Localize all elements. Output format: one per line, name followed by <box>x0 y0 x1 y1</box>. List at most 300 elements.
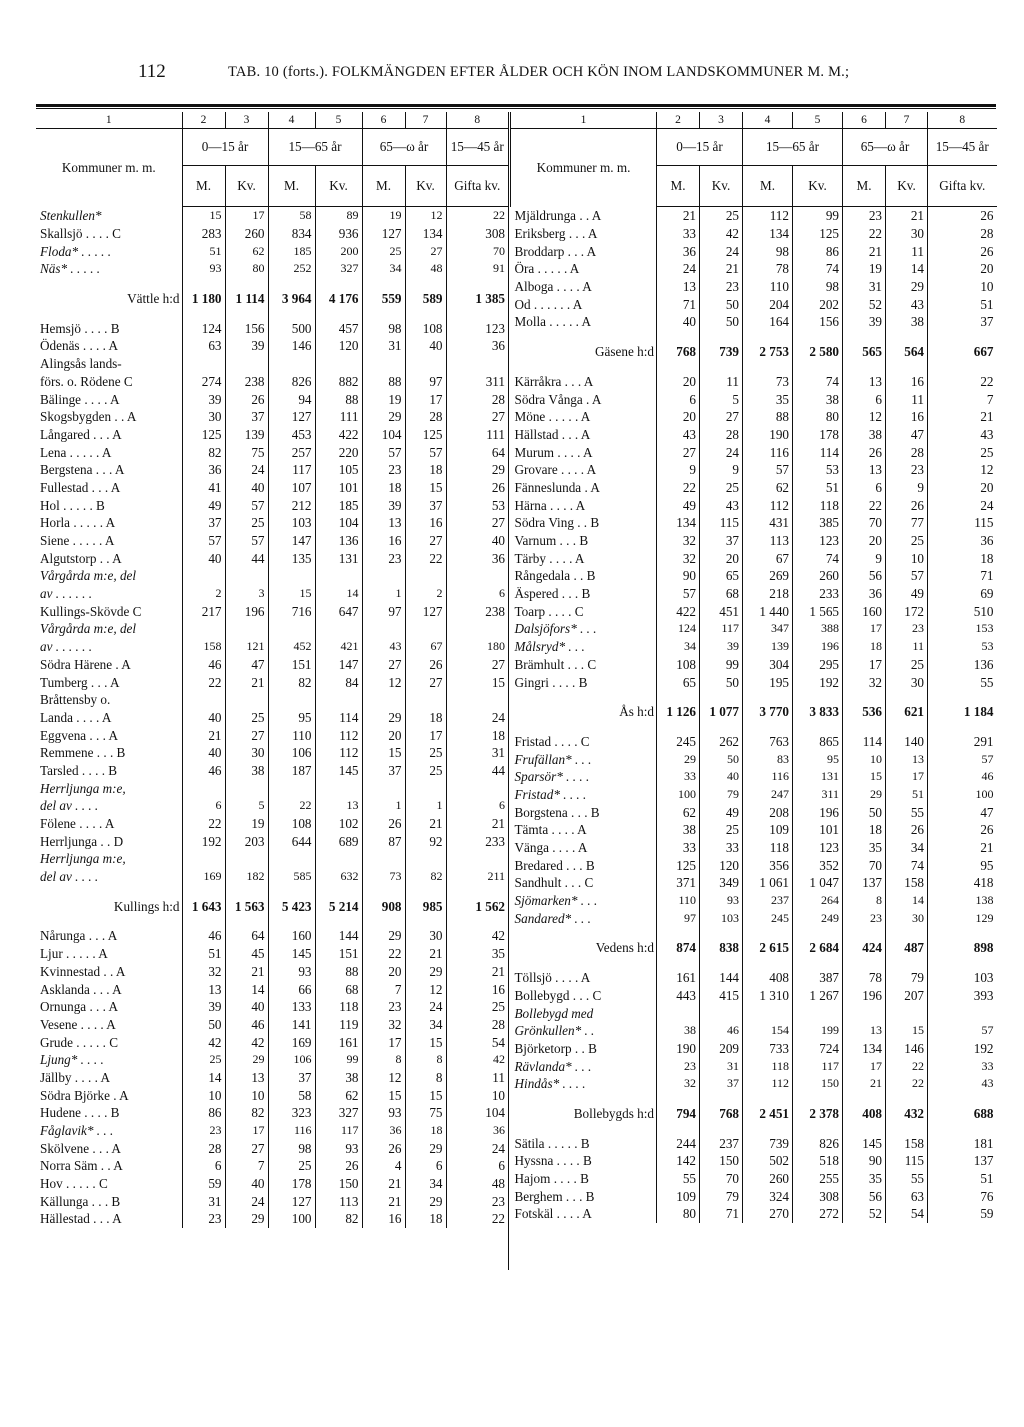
value-cell: 74 <box>886 856 928 874</box>
value-cell: 106 <box>268 1051 315 1069</box>
value-cell: 70 <box>700 1170 743 1188</box>
sex-header: Kv. <box>793 166 843 207</box>
value-cell: 347 <box>743 620 793 638</box>
value-cell: 27 <box>700 408 743 426</box>
value-cell: 103 <box>928 969 997 987</box>
table-row <box>36 319 508 337</box>
value-cell: 487 <box>886 939 928 957</box>
value-cell: 51 <box>182 242 225 260</box>
value-cell: 26 <box>886 496 928 514</box>
value-cell: 37 <box>700 532 743 550</box>
kommun-name: Mjäldrunga . . A <box>514 208 602 224</box>
value-cell: 44 <box>446 762 508 780</box>
value-cell: 75 <box>405 1104 446 1122</box>
table-row <box>36 762 508 780</box>
value-cell: 238 <box>446 602 508 620</box>
table-row <box>36 744 508 762</box>
value-cell: 12 <box>405 207 446 225</box>
value-cell: 21 <box>446 963 508 981</box>
value-cell: 127 <box>268 408 315 426</box>
value-cell: 25 <box>886 656 928 674</box>
value-cell: 211 <box>446 868 508 886</box>
value-cell: 10 <box>843 750 886 768</box>
value-cell: 27 <box>405 532 446 550</box>
value-cell: 110 <box>743 278 793 296</box>
value-cell: 103 <box>268 514 315 532</box>
table-row <box>511 426 997 444</box>
value-cell: 131 <box>793 768 843 786</box>
value-cell: 51 <box>182 945 225 963</box>
value-cell: 6 <box>843 390 886 408</box>
value-cell: 18 <box>405 1122 446 1140</box>
kommun-name: Fristad* . . . . <box>514 786 587 802</box>
value-cell: 26 <box>362 1139 405 1157</box>
table-row <box>36 638 508 656</box>
col-num: 5 <box>793 112 843 129</box>
table-row <box>511 892 997 910</box>
spacer-row <box>511 361 997 373</box>
value-cell: 21 <box>225 963 268 981</box>
value-cell: 26 <box>446 479 508 497</box>
value-cell: 150 <box>793 1075 843 1093</box>
value-cell: 16 <box>886 408 928 426</box>
kommun-name: Varnum . . . B <box>514 533 589 549</box>
value-cell: 38 <box>657 821 700 839</box>
value-cell: 57 <box>657 585 700 603</box>
value-cell: 192 <box>182 832 225 850</box>
value-cell: 115 <box>886 1152 928 1170</box>
value-cell: 24 <box>225 1192 268 1210</box>
table-row <box>36 998 508 1016</box>
value-cell: 295 <box>793 656 843 674</box>
kommun-name: Hol . . . . . B <box>40 497 105 513</box>
table-row <box>511 390 997 408</box>
value-cell: 95 <box>268 709 315 727</box>
value-cell: 23 <box>843 207 886 225</box>
value-cell: 1 077 <box>700 703 743 721</box>
value-cell: 18 <box>362 479 405 497</box>
kommun-name: Öra . . . . . A <box>514 261 580 277</box>
value-cell: 52 <box>843 295 886 313</box>
value-cell: 64 <box>225 927 268 945</box>
value-cell: 204 <box>743 295 793 313</box>
value-cell: 57 <box>743 461 793 479</box>
table-row <box>511 839 997 857</box>
value-cell: 43 <box>928 426 997 444</box>
value-cell: 2 615 <box>743 939 793 957</box>
value-cell <box>182 779 225 797</box>
value-cell: 7 <box>928 390 997 408</box>
table-row <box>36 443 508 461</box>
value-cell: 117 <box>700 620 743 638</box>
value-cell <box>268 850 315 868</box>
value-cell: 269 <box>743 567 793 585</box>
value-cell <box>315 779 362 797</box>
kommun-name: Borgstena . . . B <box>514 804 600 820</box>
value-cell: 18 <box>405 1210 446 1228</box>
value-cell: 100 <box>657 786 700 804</box>
value-cell: 23 <box>843 909 886 927</box>
value-cell: 146 <box>886 1040 928 1058</box>
value-cell: 50 <box>700 673 743 691</box>
table-row <box>36 1016 508 1034</box>
value-cell: 20 <box>362 963 405 981</box>
value-cell: 22 <box>886 1057 928 1075</box>
value-cell: 53 <box>793 461 843 479</box>
right-table <box>510 112 997 1223</box>
value-cell: 19 <box>843 260 886 278</box>
value-cell: 33 <box>657 768 700 786</box>
table-row <box>36 1069 508 1087</box>
value-cell: 74 <box>793 549 843 567</box>
value-cell: 2 451 <box>743 1105 793 1123</box>
value-cell: 93 <box>182 260 225 278</box>
value-cell: 26 <box>315 1157 362 1175</box>
value-cell: 20 <box>843 532 886 550</box>
age-group-header: 65—ω år <box>843 129 928 166</box>
value-cell: 43 <box>886 295 928 313</box>
value-cell: 2 753 <box>743 343 793 361</box>
value-cell: 71 <box>657 295 700 313</box>
kommun-name: Berghem . . . B <box>514 1188 595 1204</box>
value-cell: 18 <box>928 549 997 567</box>
value-cell: 127 <box>268 1192 315 1210</box>
value-cell: 89 <box>315 207 362 225</box>
page-header <box>0 55 1024 95</box>
value-cell <box>405 355 446 373</box>
kommun-name: Fölene . . . . A <box>40 816 115 832</box>
value-cell: 57 <box>928 1022 997 1040</box>
value-cell: 3 <box>225 585 268 603</box>
table-row <box>36 1033 508 1051</box>
value-cell: 13 <box>886 750 928 768</box>
kommun-name: Vedens h:d <box>595 940 654 956</box>
value-cell: 93 <box>700 892 743 910</box>
kommun-name: Eriksberg . . . A <box>514 226 598 242</box>
value-cell: 5 214 <box>315 897 362 915</box>
value-cell: 11 <box>446 1069 508 1087</box>
table-row <box>511 1040 997 1058</box>
value-cell: 1 563 <box>225 897 268 915</box>
value-cell: 29 <box>843 786 886 804</box>
value-cell: 144 <box>700 969 743 987</box>
value-cell: 123 <box>793 839 843 857</box>
value-cell: 110 <box>657 892 700 910</box>
value-cell: 133 <box>268 998 315 1016</box>
value-cell: 26 <box>362 815 405 833</box>
value-cell: 37 <box>268 1069 315 1087</box>
value-cell: 220 <box>315 443 362 461</box>
value-cell: 5 <box>225 797 268 815</box>
table-row <box>36 1192 508 1210</box>
kommun-name: Broddarp . . . A <box>514 243 597 259</box>
value-cell: 124 <box>657 620 700 638</box>
value-cell: 76 <box>928 1187 997 1205</box>
kommun-name: Toarp . . . . C <box>514 603 584 619</box>
value-cell <box>362 779 405 797</box>
kommuner-header: Kommuner m. m. <box>511 129 657 207</box>
value-cell: 59 <box>928 1205 997 1223</box>
value-cell: 52 <box>843 1205 886 1223</box>
total-row <box>36 290 508 308</box>
value-cell: 32 <box>362 1016 405 1034</box>
value-cell: 99 <box>315 1051 362 1069</box>
value-cell: 237 <box>743 892 793 910</box>
value-cell: 93 <box>268 963 315 981</box>
value-cell: 108 <box>405 319 446 337</box>
table-row <box>511 656 997 674</box>
kommun-name: Fullestad . . . A <box>40 479 121 495</box>
value-cell: 262 <box>700 733 743 751</box>
value-cell <box>743 1004 793 1022</box>
value-cell: 10 <box>928 278 997 296</box>
table-row <box>511 295 997 313</box>
value-cell: 6 <box>405 1157 446 1175</box>
table-row <box>511 514 997 532</box>
spacer-row <box>511 1122 997 1134</box>
table-row <box>511 479 997 497</box>
value-cell: 304 <box>743 656 793 674</box>
table-row <box>511 585 997 603</box>
value-cell: 47 <box>225 656 268 674</box>
value-cell: 22 <box>843 496 886 514</box>
table-row <box>511 602 997 620</box>
value-cell: 58 <box>268 1086 315 1104</box>
value-cell: 1 440 <box>743 602 793 620</box>
value-cell: 36 <box>657 242 700 260</box>
kommun-name: Fåglavik* . . . <box>40 1123 114 1139</box>
value-cell: 40 <box>182 744 225 762</box>
kommun-name: Alboga . . . . A <box>514 279 592 295</box>
value-cell: 51 <box>793 479 843 497</box>
value-cell: 29 <box>446 461 508 479</box>
value-cell: 29 <box>405 963 446 981</box>
value-cell: 233 <box>793 585 843 603</box>
value-cell: 23 <box>657 1057 700 1075</box>
value-cell: 15 <box>405 479 446 497</box>
value-cell: 190 <box>657 1040 700 1058</box>
value-cell: 86 <box>182 1104 225 1122</box>
table-row <box>511 278 997 296</box>
table-row <box>36 850 508 868</box>
total-row <box>511 1105 997 1123</box>
total-row <box>36 897 508 915</box>
value-cell: 1 <box>362 585 405 603</box>
value-cell <box>446 567 508 585</box>
kommun-name: Kullings h:d <box>113 898 180 914</box>
kommun-name: Algutstorp . . A <box>40 550 122 566</box>
value-cell: 118 <box>743 1057 793 1075</box>
value-cell: 1 <box>362 797 405 815</box>
value-cell: 16 <box>405 514 446 532</box>
value-cell: 141 <box>268 1016 315 1034</box>
value-cell: 632 <box>315 868 362 886</box>
kommun-name: Bollebygds h:d <box>573 1105 654 1121</box>
table-row <box>36 1086 508 1104</box>
table-row <box>511 461 997 479</box>
value-cell: 185 <box>315 496 362 514</box>
kommun-name: Floda* . . . . . <box>40 243 112 259</box>
value-cell <box>928 1004 997 1022</box>
value-cell <box>315 691 362 709</box>
value-cell <box>657 1004 700 1022</box>
value-cell: 48 <box>446 1175 508 1193</box>
value-cell: 23 <box>182 1210 225 1228</box>
value-cell: 387 <box>793 969 843 987</box>
kommun-name: Vesene . . . . A <box>40 1016 116 1032</box>
kommun-name: Frufällan* . . . <box>514 751 592 767</box>
value-cell: 116 <box>743 443 793 461</box>
value-cell: 73 <box>362 868 405 886</box>
kommun-name: Norra Säm . . A <box>40 1158 123 1174</box>
value-cell <box>315 850 362 868</box>
value-cell: 117 <box>268 461 315 479</box>
value-cell: 78 <box>743 260 793 278</box>
col-num: 2 <box>182 112 225 129</box>
spacer-row <box>511 957 997 969</box>
value-cell: 16 <box>446 980 508 998</box>
value-cell: 13 <box>315 797 362 815</box>
value-cell: 21 <box>657 207 700 225</box>
value-cell: 244 <box>657 1134 700 1152</box>
kommun-name: Stenkullen* <box>40 208 102 224</box>
value-cell: 53 <box>446 496 508 514</box>
value-cell: 40 <box>225 998 268 1016</box>
kommun-name: Sjömarken* . . . <box>514 893 598 909</box>
value-cell: 68 <box>700 585 743 603</box>
value-cell: 56 <box>843 567 886 585</box>
value-cell: 24 <box>446 709 508 727</box>
table-row <box>36 832 508 850</box>
value-cell: 192 <box>793 673 843 691</box>
sex-header: M. <box>268 166 315 207</box>
table-row <box>511 673 997 691</box>
spacer-row <box>511 721 997 733</box>
table-row <box>511 1022 997 1040</box>
table-row <box>511 620 997 638</box>
kommun-name: Hällestad . . . A <box>40 1211 122 1227</box>
value-cell: 311 <box>446 373 508 391</box>
table-row <box>36 673 508 691</box>
value-cell <box>268 779 315 797</box>
value-cell: 29 <box>362 927 405 945</box>
value-cell: 724 <box>793 1040 843 1058</box>
value-cell: 11 <box>886 242 928 260</box>
age-group-header: 15—45 år <box>446 129 508 166</box>
value-cell: 203 <box>225 832 268 850</box>
value-cell: 29 <box>362 408 405 426</box>
spacer-row <box>511 1093 997 1105</box>
value-cell: 62 <box>315 1086 362 1104</box>
table-row <box>511 909 997 927</box>
kommun-name: Tämta . . . . A <box>514 822 587 838</box>
value-cell: 114 <box>315 709 362 727</box>
kommun-name: förs. o. Rödene C <box>40 373 133 389</box>
value-cell: 1 047 <box>793 874 843 892</box>
value-cell: 18 <box>843 821 886 839</box>
sex-header: M. <box>362 166 405 207</box>
sex-header: Kv. <box>886 166 928 207</box>
value-cell: 37 <box>225 408 268 426</box>
value-cell: 156 <box>793 313 843 331</box>
value-cell: 31 <box>446 744 508 762</box>
value-cell: 123 <box>446 319 508 337</box>
value-cell: 118 <box>315 998 362 1016</box>
kommun-name: Murum . . . . A <box>514 444 593 460</box>
table-row <box>36 373 508 391</box>
value-cell: 23 <box>182 1122 225 1140</box>
spacer-row <box>511 691 997 703</box>
table-row <box>511 768 997 786</box>
value-cell: 32 <box>843 673 886 691</box>
value-cell: 190 <box>743 426 793 444</box>
value-cell <box>405 567 446 585</box>
value-cell: 39 <box>225 337 268 355</box>
value-cell: 35 <box>843 1170 886 1188</box>
gifta-header: Gifta kv. <box>446 166 508 207</box>
value-cell: 24 <box>928 496 997 514</box>
table-row <box>36 927 508 945</box>
table-row <box>36 656 508 674</box>
value-cell: 82 <box>315 1210 362 1228</box>
value-cell <box>225 620 268 638</box>
table-row <box>36 691 508 709</box>
value-cell: 124 <box>182 319 225 337</box>
value-cell: 63 <box>182 337 225 355</box>
value-cell: 39 <box>700 638 743 656</box>
value-cell: 255 <box>793 1170 843 1188</box>
value-cell: 67 <box>405 638 446 656</box>
table-row <box>36 355 508 373</box>
value-cell: 147 <box>268 532 315 550</box>
value-cell: 62 <box>657 803 700 821</box>
sex-header: Kv. <box>700 166 743 207</box>
value-cell: 116 <box>268 1122 315 1140</box>
kommun-name: Kvinnestad . . A <box>40 963 126 979</box>
value-cell: 151 <box>315 945 362 963</box>
value-cell: 62 <box>225 242 268 260</box>
value-cell: 17 <box>225 1122 268 1140</box>
value-cell: 12 <box>405 980 446 998</box>
value-cell: 199 <box>793 1022 843 1040</box>
value-cell: 415 <box>700 987 743 1005</box>
value-cell: 424 <box>843 939 886 957</box>
value-cell: 7 <box>362 980 405 998</box>
value-cell: 49 <box>700 803 743 821</box>
value-cell: 29 <box>225 1210 268 1228</box>
table-row <box>511 313 997 331</box>
kommun-name: Fristad . . . . C <box>514 733 590 749</box>
kommun-name: Vättle h:d <box>127 291 180 307</box>
kommun-name: Brämhult . . . C <box>514 656 597 672</box>
sex-header: M. <box>743 166 793 207</box>
value-cell: 62 <box>743 479 793 497</box>
value-cell: 40 <box>182 549 225 567</box>
value-cell: 202 <box>793 295 843 313</box>
kommun-name: Tumberg . . . A <box>40 674 120 690</box>
value-cell: 27 <box>446 656 508 674</box>
table-row <box>36 1157 508 1175</box>
value-cell: 9 <box>700 461 743 479</box>
value-cell: 82 <box>182 443 225 461</box>
kommun-name: Vänga . . . . A <box>514 840 588 856</box>
value-cell: 161 <box>315 1033 362 1051</box>
value-cell: 26 <box>928 821 997 839</box>
value-cell: 90 <box>843 1152 886 1170</box>
value-cell: 36 <box>446 549 508 567</box>
value-cell: 43 <box>657 426 700 444</box>
value-cell: 8 <box>843 892 886 910</box>
